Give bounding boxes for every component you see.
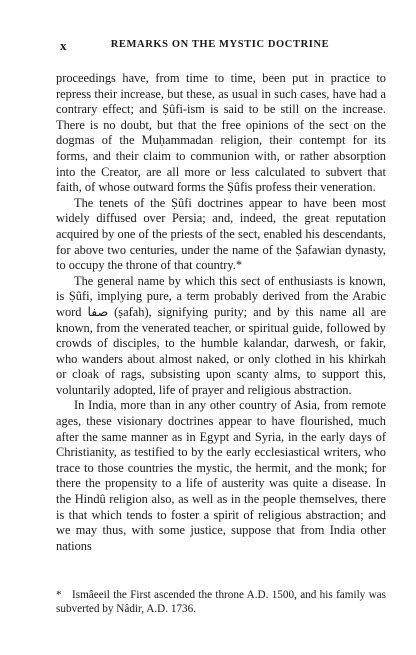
paragraph-3: The general name by which this sect of enthusiasts is known, is Ṣûfi, implying pure, a term probably derived from the Arabic word صفا (ṣafah), signifying purity; and by this name all are known, from the venerated teacher, or spiritual guide, followed by crowds of disciples, to the humble kalandar, darwesh, or fakir, who wanders about almost naked, or only clothed in his khirkah or cloak of rags, subsisting upon scanty alms, to support this, voluntarily adopted, life of prayer and religious abstraction. — [56, 273, 386, 397]
footnote-text: Ismâeeil the First ascended the throne A.D. 1500, and his family was subverted by Nâdir, A.D. 1736. — [56, 589, 386, 615]
page-number: x — [60, 38, 67, 53]
footnote-marker: * — [56, 589, 62, 601]
page-header — [60, 38, 380, 54]
body-text — [56, 71, 386, 554]
paragraph-1: proceedings have, from time to time, been put in practice to repress their increase, but these, as usual in such cases, have had a contrary effect; and Ṣûfi-ism is said to be still on the increase. There is no doubt, but that the free opinions of the sect on the dogmas of the Muḥammadan religion, their contempt for its forms, and their claim to communion with, or rather absorption into the Creator, are all more or less calculated to subvert that faith, of whose outward forms the Ṣûfis profess their veneration. — [56, 71, 386, 195]
paragraph-4: In India, more than in any other country of Asia, from remote ages, these visionary doctrines appear to have flourished, much after the same manner as in Egypt and Syria, in the early days of Christianity, as testified to by the early ecclesiastical writers, who trace to those countries the mystic, the hermit, and the monk; for there the propensity to a life of austerity was quite a disease. In the Hindû religion also, as well as in the people themselves, there is that which tends to foster a spirit of religious abstraction; and we may thus, with some justice, suppose that from India other nations — [56, 398, 386, 553]
paragraph-2: The tenets of the Ṣûfi doctrines appear to have been most widely diffused over Persia; and, indeed, the great reputation acquired by one of the priests of the sect, enabled his descendants, for above two centuries, under the name of the Ṣafawian dynasty, to occupy the throne of that country.* — [56, 195, 386, 273]
footnote — [56, 588, 386, 616]
running-title: REMARKS ON THE MYSTIC DOCTRINE — [110, 39, 330, 50]
